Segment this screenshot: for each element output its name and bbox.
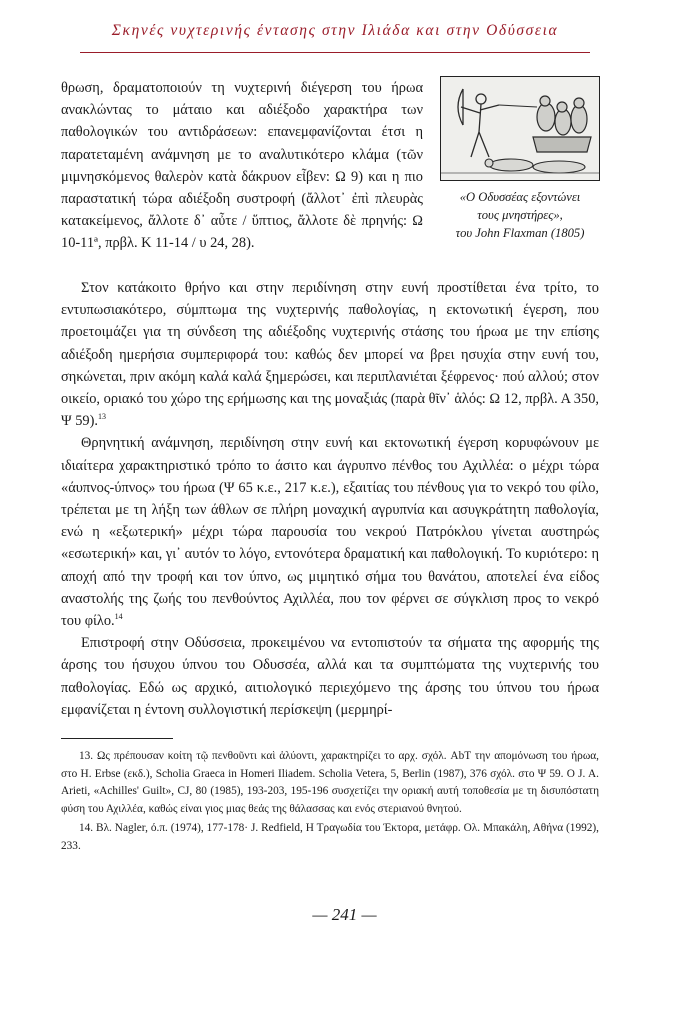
paragraph-1-text: Στον κατάκοιτο θρήνο και στην περιδίνηση στην ευνή προστίθεται ένα τρίτο, το εντυπωσιακότερο, σύμπτωμα της νυχτερινής παθολογίας, η εκτονωτική έγερση, που προετοιμάζει για τη σύνδεση της αδιέξοδης νυχτερινής στάσης του ήρωα με την επίσης αδιέξοδη ημερήσια συμπεριφορά του: καθώς δεν μπορεί να βρει ησυχία στην ευνή του, σηκώνεται, πριν ακόμη καλά καλά ξημερώσει, και περιπλανιέται ξέφρενος· πού αλλού; στον οικείο, οριακό του χώρο της ερήμωσης και της μοναξιάς (παρὰ θῖν᾽ ἁλός: Ω 12, πρβλ. Α 350, Ψ 59).: [61, 280, 599, 430]
figure-caption: [432, 188, 608, 242]
footnote-mark-13: 13: [98, 412, 106, 422]
illustration-figure: [440, 76, 600, 181]
footnote-13: 13. Ως πρέπουσαν κοίτη τῷ πενθοῦντι καὶ ἀλύοντι, χαρακτηρίζει το αρχ. σχόλ. AbT την απομόνωση του ήρωα, στο H. Erbse (εκδ.), Scholia Graeca in Homeri Iliadem. Scholia Vetera, 5, Berlin (1987), 376 σχόλ. στο Ψ 59. Ο J. A. Arieti, «Achilles' Guilt», CJ, 80 (1985), 193-203, 195-196 συσχετίζει την οριακή αυτή τοποθεσία με τη δισυπόστατη φύση του Αχιλλέα, καθώς είναι γιος μιας θεάς της θάλασσας και ενός στεριανού θνητού.: [61, 750, 599, 815]
caption-line-1: «Ο Οδυσσέας εξοντώνει: [459, 190, 581, 204]
caption-line-3: του John Flaxman (1805): [455, 226, 585, 240]
page-number: — 241 —: [312, 905, 377, 924]
flaxman-engraving-image: [441, 77, 599, 180]
footnote-rule: [61, 738, 173, 739]
paragraph-3: Επιστροφή στην Οδύσσεια, προκειμένου να εντοπιστούν τα σήματα της αφορμής της άρσης του ήσυχου ύπνου του Οδυσσέα, αλλά και τα συμπτώματα της νυχτερινής του παθολογίας. Εδώ ως αρχικό, αιτιολογικό περιεχόμενο της άρσης του ύπνου του ήρωα εμφανίζεται η έντονη συλλογιστική περίσκεψη (μερμηρί-: [61, 635, 599, 718]
footnotes: [61, 748, 599, 857]
footnote-mark-14: 14: [114, 612, 123, 622]
running-header: Σκηνές νυχτερινής έντασης στην Ιλιάδα και στην Οδύσσεια: [111, 22, 559, 39]
footnote-14: 14. Βλ. Nagler, ό.π. (1974), 177-178· J. Redfield, Η Τραγωδία του Έκτορα, μετάφρ. Ολ. Μπακάλη, Αθήνα (1992), 233.: [61, 822, 599, 852]
paragraph-1: [61, 277, 599, 432]
paragraph-2: [61, 432, 599, 632]
header-rule: [80, 52, 590, 53]
body-text: [61, 277, 599, 721]
paragraph-2-text: Θρηνητική ανάμνηση, περιδίνηση στην ευνή και εκτονωτική έγερση κορυφώνουν με ιδιαίτερα χαρακτηριστικό τρόπο το άσιτο και άγρυπνο πένθος του Αχιλλέα: ο μέχρι τώρα «άυπνος-ύπνος» του ήρωα (Ψ 65 κ.ε., 217 κ.ε.), εξαιτίας του πένθους για το νεκρό του φίλο, τρέπεται με τη λήξη των άθλων σε πλήρη μοναχική αγρυπνία και ασυγκράτητη παθολογία, ενώ η «εξωτερική» μέχρι τώρα παρουσία του νεκρού Πατρόκλου γίνεται αυστηρώς «εσωτερική» και, γι᾽ αυτόν το λόγο, εντονότερα δραματική και παθολογική. Το κυριότερο: η αποχή από την τροφή και τον ύπνο, ως μιμητικό σήμα του θανάτου, αποτελεί ένα είδος αναστολής της ζωής του πενθούντος Αχιλλέα, που τον φέρνει σε σύγκλιση προς το νεκρό του φίλο.: [61, 435, 599, 630]
wrap-paragraph: θρωση, δραματοποιούν τη νυχτερινή διέγερση του ήρωα ανακλώντας το μάταιο και αδιέξοδο χαρακτήρα των παθολογικών του αντιδράσεων: επανεμφανίζονται έτσι η παρατεταμένη ανάμνηση με το αναλυτικότερο κλάμα (τῶν μιμνησκόμενος θαλερὸν κατὰ δάκρυον εἶβεν: Ω 9) και η πιο παραστατική τώρα αδιέξοδη συστροφή (ἄλλοτ᾽ ἐπὶ πλευρὰς κατακείμενος, ἄλλοτε δ᾽ αὖτε / ὕπτιος, ἄλλοτε δὲ πρηνής: Ω 10-11ª, πρβλ. Κ 11-14 / υ 24, 28).: [61, 80, 423, 252]
caption-line-2: τους μνηστήρες»,: [477, 208, 563, 222]
